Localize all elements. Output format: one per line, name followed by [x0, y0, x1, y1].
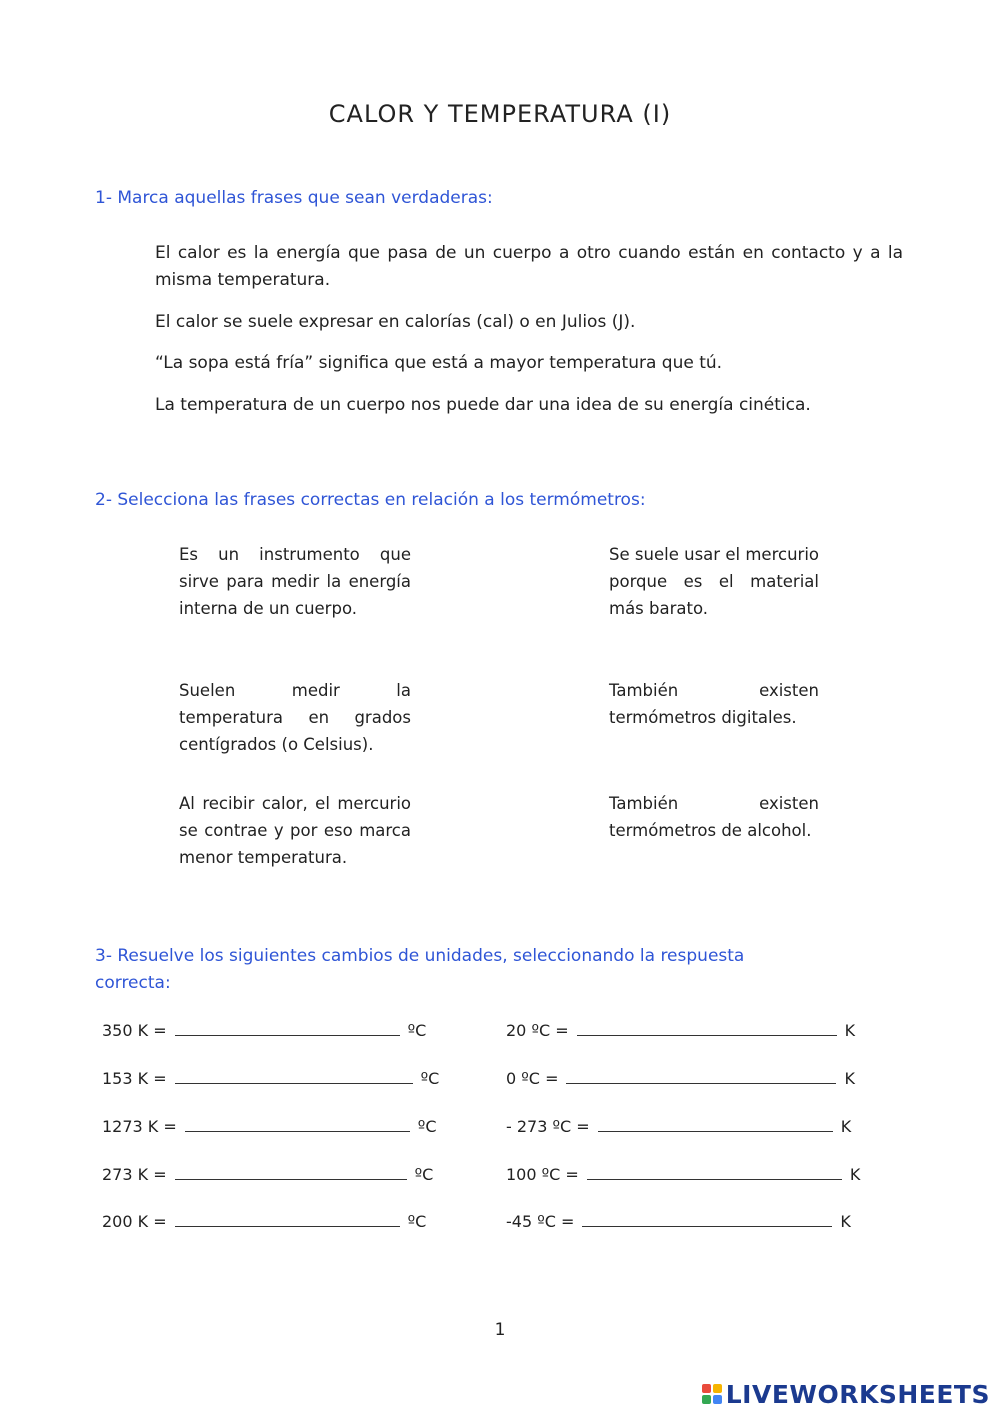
statement-4[interactable]: La temperatura de un cuerpo nos puede dar una idea de su energía cinética.: [155, 395, 811, 415]
conversion-prefix: 100 ºC =: [506, 1165, 579, 1184]
conversion-row: [102, 1165, 433, 1184]
answer-blank[interactable]: [587, 1165, 842, 1180]
logo-square: [713, 1395, 722, 1404]
answer-blank[interactable]: [598, 1117, 833, 1132]
conversion-unit: K: [840, 1117, 852, 1136]
conversion-row: [506, 1069, 855, 1088]
answer-blank[interactable]: [175, 1021, 400, 1036]
conversion-prefix: 1273 K =: [102, 1117, 177, 1136]
conversion-prefix: 20 ºC =: [506, 1021, 569, 1040]
conversion-unit: ºC: [414, 1165, 434, 1184]
liveworksheets-logo: [702, 1378, 990, 1410]
conversion-unit: K: [844, 1069, 855, 1088]
thermometer-statement-right-1[interactable]: Se suele usar el mercurio porque es el material más barato.: [609, 545, 819, 618]
conversion-prefix: -45 ºC =: [506, 1212, 575, 1231]
page-number: 1: [494, 1320, 506, 1340]
conversion-prefix: 350 K =: [102, 1021, 167, 1040]
thermometer-statement-right-3[interactable]: También existen termómetros de alcohol.: [609, 794, 819, 840]
section-3-heading-line-1: 3- Resuelve los siguientes cambios de unidades, seleccionando la respuesta: [95, 946, 745, 966]
conversion-row: [506, 1021, 855, 1040]
thermometer-statement-left-1[interactable]: Es un instrumento que sirve para medir la energía interna de un cuerpo.: [179, 545, 411, 618]
conversion-row: [102, 1021, 426, 1040]
page-title: CALOR Y TEMPERATURA (I): [328, 100, 672, 128]
logo-square: [713, 1384, 722, 1393]
conversion-prefix: 0 ºC =: [506, 1069, 559, 1088]
conversion-row: [506, 1165, 860, 1184]
conversion-unit: K: [840, 1212, 851, 1231]
statement-2[interactable]: El calor se suele expresar en calorías (cal) o en Julios (J).: [155, 312, 636, 332]
answer-blank[interactable]: [566, 1069, 836, 1084]
thermometer-statement-left-3[interactable]: Al recibir calor, el mercurio se contrae y por eso marca menor temperatura.: [179, 794, 411, 867]
logo-square: [702, 1395, 711, 1404]
conversion-row: [506, 1212, 851, 1231]
logo-text: LIVEWORKSHEETS: [725, 1379, 990, 1409]
conversion-row: [102, 1117, 437, 1136]
conversion-row: [102, 1212, 426, 1231]
answer-blank[interactable]: [175, 1212, 400, 1227]
conversion-prefix: - 273 ºC =: [506, 1117, 590, 1136]
conversion-prefix: 153 K =: [102, 1069, 167, 1088]
section-2-heading: 2- Selecciona las frases correctas en relación a los termómetros:: [95, 490, 646, 510]
answer-blank[interactable]: [175, 1069, 413, 1084]
answer-blank[interactable]: [577, 1021, 837, 1036]
logo-square: [702, 1384, 711, 1393]
statement-3[interactable]: “La sopa está fría” significa que está a mayor temperatura que tú.: [155, 353, 723, 373]
conversion-unit: ºC: [420, 1069, 440, 1088]
conversion-unit: K: [844, 1021, 856, 1040]
answer-blank[interactable]: [582, 1212, 832, 1227]
thermometer-statement-left-2[interactable]: Suelen medir la temperatura en grados centígrados (o Celsius).: [179, 681, 411, 754]
conversion-prefix: 273 K =: [102, 1165, 167, 1184]
logo-squares-icon: [702, 1384, 722, 1404]
answer-blank[interactable]: [175, 1165, 407, 1180]
section-3-heading-line-2: correcta:: [95, 973, 171, 993]
conversion-unit: ºC: [407, 1021, 427, 1040]
conversion-unit: K: [849, 1165, 861, 1184]
conversion-unit: ºC: [417, 1117, 437, 1136]
conversion-row: [506, 1117, 851, 1136]
conversion-unit: ºC: [407, 1212, 427, 1231]
answer-blank[interactable]: [185, 1117, 410, 1132]
conversion-row: [102, 1069, 439, 1088]
statement-1[interactable]: El calor es la energía que pasa de un cuerpo a otro cuando están en contacto y a la misma temperatura.: [155, 243, 903, 290]
conversion-prefix: 200 K =: [102, 1212, 167, 1231]
thermometer-statement-right-2[interactable]: También existen termómetros digitales.: [609, 681, 819, 727]
section-1-heading: 1- Marca aquellas frases que sean verdaderas:: [95, 188, 493, 208]
